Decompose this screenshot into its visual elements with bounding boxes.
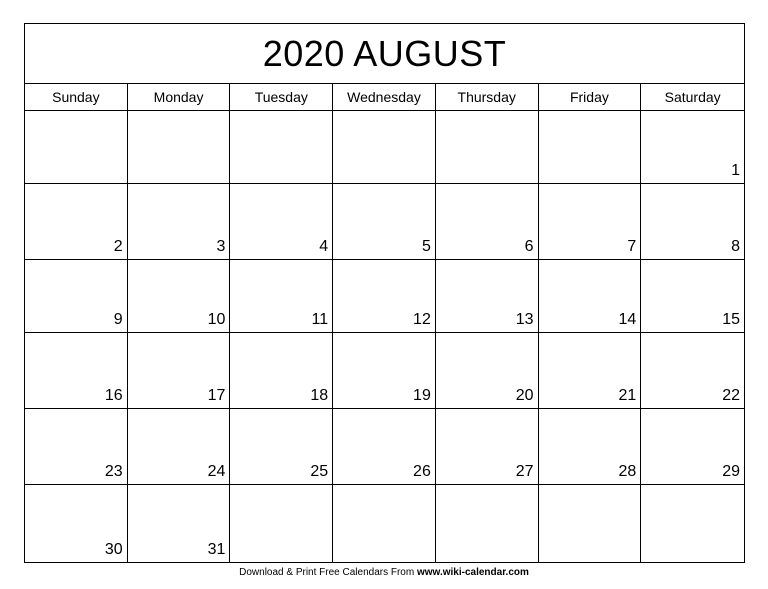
- day-number: 30: [104, 541, 123, 558]
- day-number: 31: [207, 541, 226, 558]
- calendar: [24, 23, 745, 563]
- day-cell: [230, 409, 333, 484]
- day-cell: [436, 333, 539, 408]
- day-number: 18: [310, 387, 329, 404]
- week-row: [25, 111, 744, 184]
- day-cell: [641, 409, 744, 484]
- footer-site-link[interactable]: www.wiki-calendar.com: [416, 567, 529, 578]
- day-cell: [539, 260, 642, 332]
- weekday-header: Monday: [128, 84, 231, 110]
- day-number: 8: [731, 238, 740, 255]
- day-number: 3: [216, 238, 226, 255]
- day-cell: [539, 485, 642, 562]
- day-number: 4: [319, 238, 329, 255]
- day-cell: [641, 184, 744, 259]
- day-cell: [25, 184, 128, 259]
- day-number: 28: [618, 463, 637, 480]
- day-number: 16: [104, 387, 123, 404]
- footer-text: Download & Print Free Calendars From: [239, 567, 417, 578]
- day-cell: [539, 111, 642, 183]
- footer: [0, 567, 768, 578]
- day-number: 2: [113, 238, 123, 255]
- day-number: 23: [104, 463, 123, 480]
- weekday-header: Wednesday: [333, 84, 436, 110]
- day-cell: [128, 409, 231, 484]
- day-cell: [128, 485, 231, 562]
- day-number: 6: [524, 238, 534, 255]
- day-cell: [641, 260, 744, 332]
- day-cell: [436, 260, 539, 332]
- day-cell: [333, 111, 436, 183]
- day-cell: [436, 409, 539, 484]
- day-cell: [230, 184, 333, 259]
- weekday-header-row: [25, 84, 744, 111]
- day-number: 20: [515, 387, 534, 404]
- day-cell: [25, 333, 128, 408]
- week-row: [25, 260, 744, 333]
- day-cell: [230, 485, 333, 562]
- week-row: [25, 184, 744, 260]
- day-number: 22: [722, 387, 740, 404]
- day-number: 15: [722, 311, 740, 328]
- weekday-header: Saturday: [664, 89, 721, 105]
- day-cell: [230, 260, 333, 332]
- day-cell: [333, 260, 436, 332]
- week-row: [25, 409, 744, 485]
- day-number: 12: [413, 311, 431, 328]
- day-number: 29: [722, 463, 740, 480]
- calendar-grid: [25, 111, 744, 562]
- day-number: 17: [207, 387, 226, 404]
- day-cell: [128, 260, 231, 332]
- day-number: 14: [618, 311, 637, 328]
- weekday-header: Tuesday: [230, 84, 333, 110]
- day-cell: [25, 409, 128, 484]
- day-number: 25: [310, 463, 329, 480]
- day-cell: [128, 111, 231, 183]
- day-cell: [25, 260, 128, 332]
- weekday-header: Friday: [539, 84, 642, 110]
- week-row: [25, 333, 744, 409]
- day-cell: [436, 485, 539, 562]
- day-number: 1: [731, 162, 740, 179]
- day-cell: [128, 333, 231, 408]
- day-number: 24: [207, 463, 226, 480]
- weekday-header: Sunday: [25, 84, 128, 110]
- weekday-header: Thursday: [436, 84, 539, 110]
- day-cell: [333, 184, 436, 259]
- day-cell: [128, 184, 231, 259]
- day-cell: [25, 485, 128, 562]
- calendar-title: 2020 AUGUST: [25, 24, 744, 84]
- day-cell: [230, 111, 333, 183]
- day-cell: [436, 184, 539, 259]
- day-number: 10: [207, 311, 226, 328]
- day-cell: [436, 111, 539, 183]
- day-cell: [333, 409, 436, 484]
- day-number: 26: [413, 463, 431, 480]
- day-number: 19: [413, 387, 431, 404]
- day-cell: [539, 333, 642, 408]
- day-cell: [641, 485, 744, 562]
- day-number: 27: [515, 463, 534, 480]
- week-row: [25, 485, 744, 562]
- day-cell: [25, 111, 128, 183]
- day-number: 11: [311, 311, 329, 328]
- day-cell: [641, 111, 744, 183]
- day-number: 7: [627, 238, 637, 255]
- day-number: 9: [113, 311, 123, 328]
- day-cell: [230, 333, 333, 408]
- day-cell: [333, 333, 436, 408]
- day-cell: [539, 409, 642, 484]
- day-number: 21: [618, 387, 637, 404]
- day-number: 13: [515, 311, 534, 328]
- day-cell: [641, 333, 744, 408]
- day-number: 5: [421, 238, 431, 255]
- day-cell: [333, 485, 436, 562]
- day-cell: [539, 184, 642, 259]
